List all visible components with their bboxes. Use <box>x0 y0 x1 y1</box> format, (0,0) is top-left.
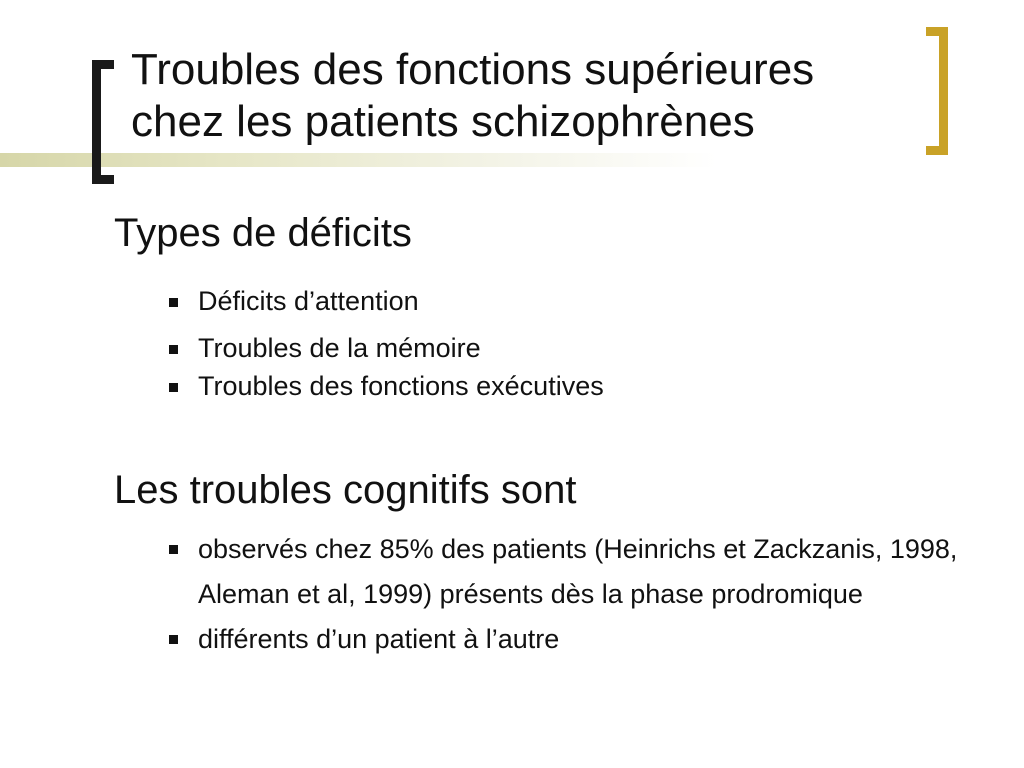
bullet-square-icon <box>169 545 178 554</box>
bullet-square-icon <box>169 635 178 644</box>
bullet-list-cognitive-troubles <box>166 527 986 662</box>
slide-title-line-2: chez les patients schizophrènes <box>131 97 755 146</box>
slide-title <box>131 44 931 148</box>
decorative-band <box>0 153 1024 167</box>
bullet-square-icon <box>169 383 178 392</box>
left-bracket-decoration <box>92 60 114 184</box>
list-item <box>166 284 986 318</box>
slide-title-line-1: Troubles des fonctions supérieures <box>131 45 815 94</box>
bullet-square-icon <box>169 345 178 354</box>
list-item-text: Troubles des fonctions exécutives <box>198 371 604 401</box>
list-item <box>166 617 986 662</box>
section-heading-deficit-types: Types de déficits <box>114 211 412 255</box>
bullet-square-icon <box>169 298 178 307</box>
list-item <box>166 369 986 403</box>
bullet-list-deficit-types <box>166 284 986 403</box>
list-item <box>166 527 986 617</box>
section-heading-cognitive-troubles: Les troubles cognitifs sont <box>114 468 577 512</box>
list-item <box>166 331 986 365</box>
list-item-text: différents d’un patient à l’autre <box>198 624 560 654</box>
list-item-text: Déficits d’attention <box>198 286 419 316</box>
list-item-text: observés chez 85% des patients (Heinrichs et Zackzanis, 1998, Aleman et al, 1999) présents dès la phase prodromique <box>198 534 958 609</box>
list-item-text: Troubles de la mémoire <box>198 333 481 363</box>
